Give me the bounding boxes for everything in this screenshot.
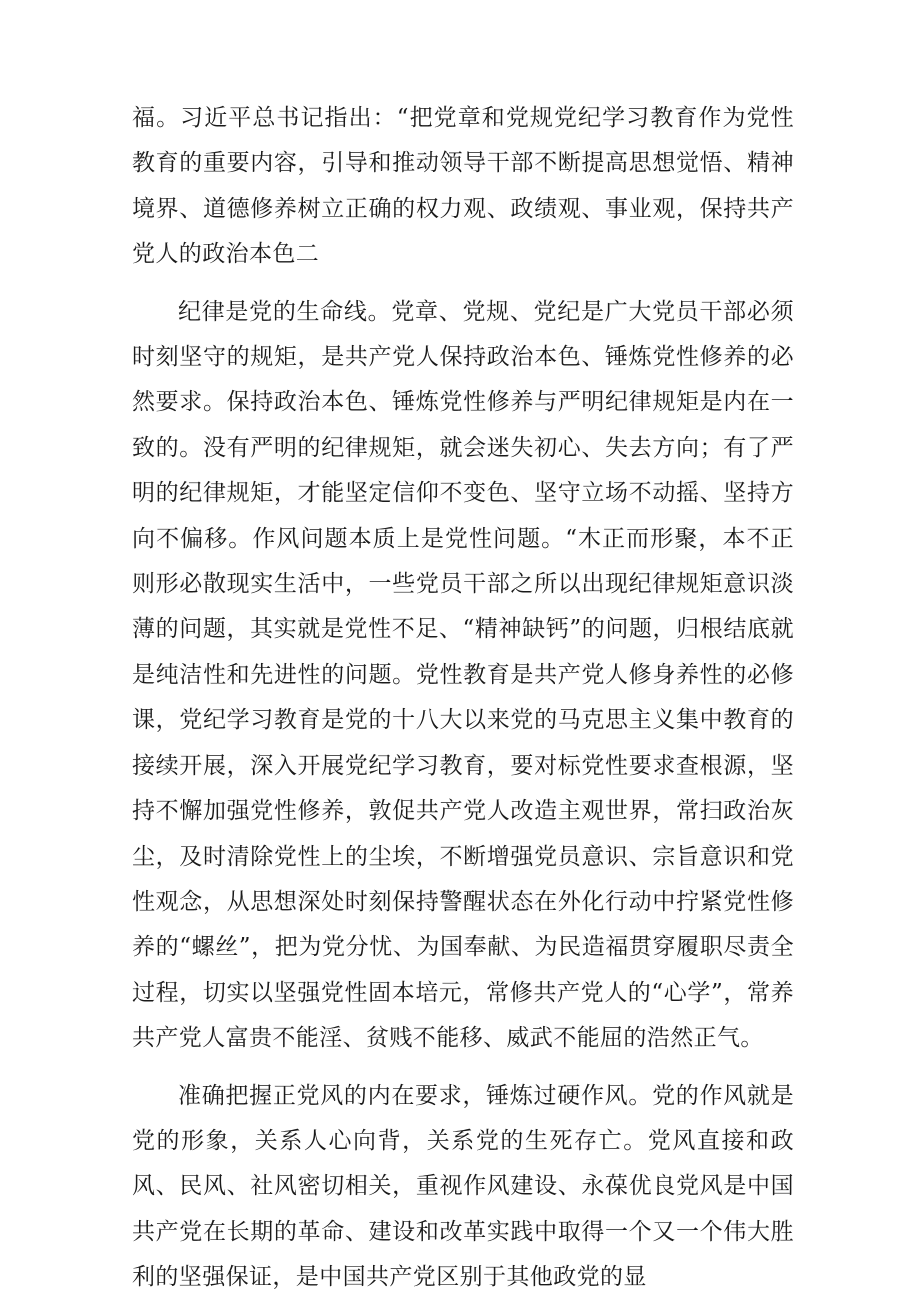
document-page (132, 96, 794, 1313)
paragraph-2: 纪律是党的生命线。党章、党规、党纪是广大党员干部必须时刻坚守的规矩，是共产党人保持政治本色、锤炼党性修养的必然要求。保持政治本色、锤炼党性修养与严明纪律规矩是内在一致的。没有严明的纪律规矩，就会迷失初心、失去方向；有了严明的纪律规矩，才能坚定信仰不变色、坚守立场不动摇、坚持方向不偏移。作风问题本质上是党性问题。“木正而形聚，本不正则形必散现实生活中，一些党员干部之所以出现纪律规矩意识淡薄的问题，其实就是党性不足、“精神缺钙”的问题，归根结底就是纯洁性和先进性的问题。党性教育是共产党人修身养性的必修课，党纪学习教育是党的十八大以来党的马克思主义集中教育的接续开展，深入开展党纪学习教育，要对标党性要求查根源，坚持不懈加强党性修养，敦促共产党人改造主观世界，常扫政治灰尘，及时清除党性上的尘埃，不断增强党员意识、宗旨意识和党性观念，从思想深处时刻保持警醒状态在外化行动中拧紧党性修养的“螺丝”，把为党分忧、为国奉献、为民造福贯穿履职尽责全过程，切实以坚强党性固本培元，常修共产党人的“心学”，常养共产党人富贵不能淫、贫贱不能移、威武不能屈的浩然正气。 (132, 298, 794, 1052)
paragraph-3: 准确把握正党风的内在要求，锤炼过硬作风。党的作风就是党的形象，关系人心向背，关系党的生死存亡。党风直接和政风、民风、社风密切相关，重视作风建设、永葆优良党风是中国共产党在长期的革命、建设和改革实践中取得一个又一个伟大胜利的坚强保证，是中国共产党区别于其他政党的显 (132, 1082, 794, 1291)
paragraph-1: 福。习近平总书记指出：“把党章和党规党纪学习教育作为党性教育的重要内容，引导和推动领导干部不断提高思想觉悟、精神境界、道德修养树立正确的权力观、政绩观、事业观，保持共产党人的政治本色二 (132, 105, 794, 268)
